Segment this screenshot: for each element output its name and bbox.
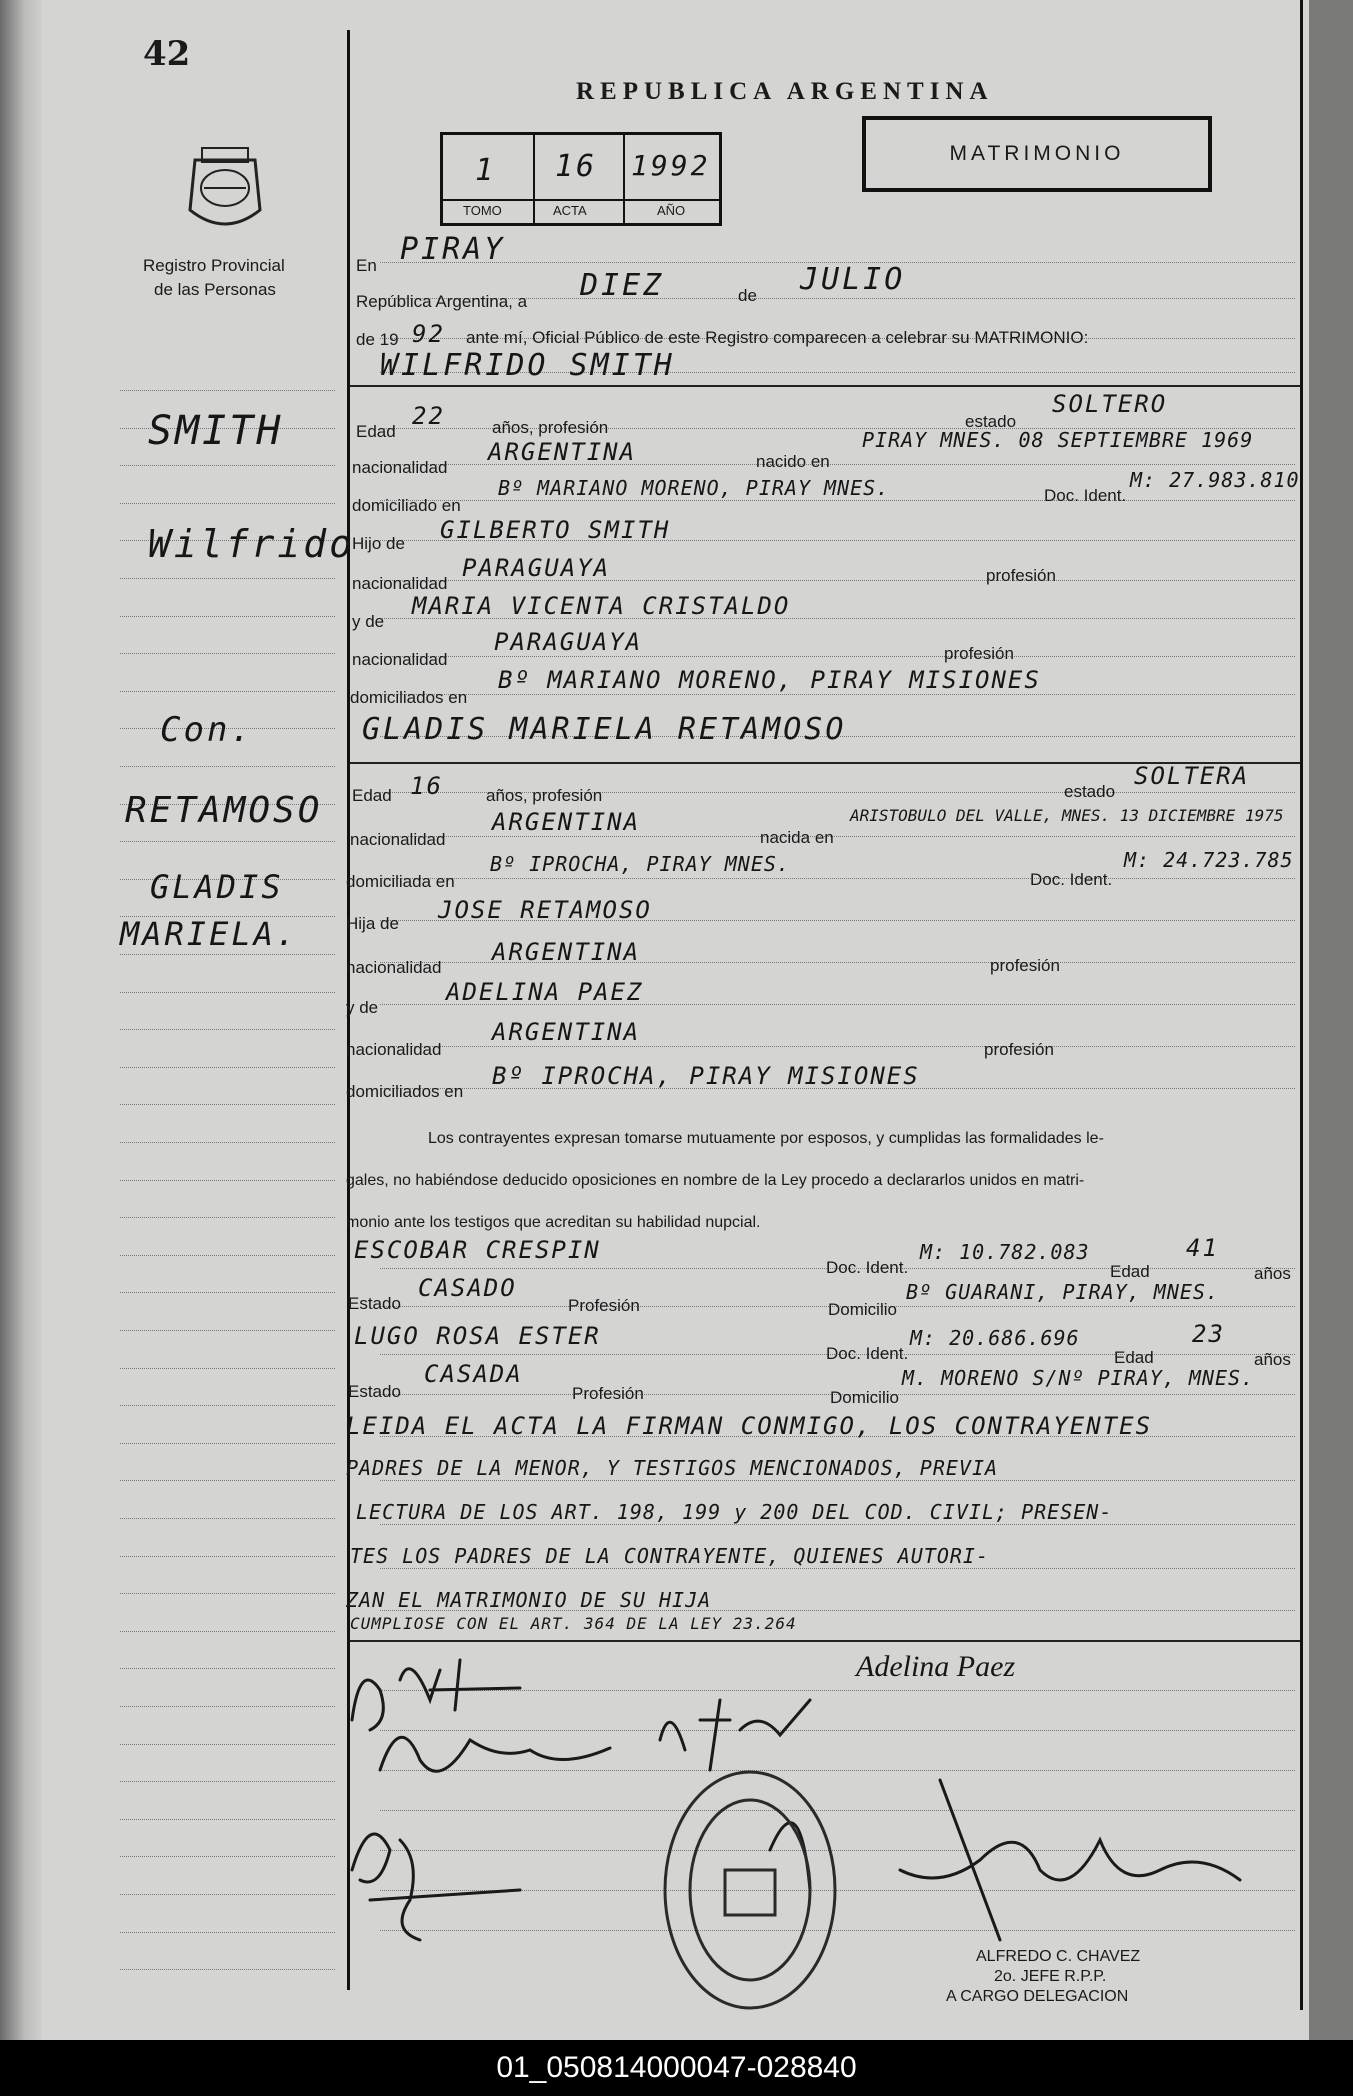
witness-age: 41 [1186,1234,1219,1262]
field-label: Profesión [568,1296,640,1315]
field-label: domiciliados en [350,688,468,707]
note-line: LEIDA EL ACTA LA FIRMAN CONMIGO, LOS CONTRAYENTES [346,1412,1153,1440]
margin-rule [120,1142,335,1143]
bride-address: Bº IPROCHA, PIRAY MNES. [490,852,790,876]
republica-label: República Argentina, a [356,292,528,311]
fill-rule [380,1046,1295,1047]
margin-rule [120,1969,335,1970]
bride-age: 16 [410,772,443,800]
witness-document: M: 20.686.696 [910,1326,1080,1350]
field-label: y de [352,612,385,631]
margin-rule [120,1255,335,1256]
field-label: profesión [990,956,1060,975]
field-label: Doc. Ident. [826,1258,909,1277]
fill-rule [380,1568,1295,1569]
field-label: Edad [356,422,396,441]
field-label: años [1254,1350,1291,1369]
witness-age: 23 [1192,1320,1225,1348]
tomo-label: TOMO [463,203,502,218]
witness-status: CASADO [418,1274,517,1302]
field-label: domiciliada en [346,872,455,891]
en-label: En [356,256,377,275]
fill-rule [380,656,1295,657]
groom-mother: MARIA VICENTA CRISTALDO [412,592,791,620]
field-label: Estado [348,1382,401,1401]
margin-rule [120,1631,335,1632]
margin-con: Con. [160,710,254,750]
note-line: CUMPLIOSE CON EL ART. 364 DE LA LEY 23.264 [350,1614,797,1633]
groom-father-nationality: PARAGUAYA [462,554,611,582]
witness-signature [352,1834,520,1940]
field-label: profesión [944,644,1014,663]
field-label: Profesión [572,1384,644,1403]
page-edge [1309,0,1353,2040]
field-label: años, profesión [486,786,603,805]
doc-type-box [862,116,1212,192]
field-label: nacionalidad [352,458,448,477]
witness-name: LUGO ROSA ESTER [354,1322,601,1350]
margin-rule [120,1894,335,1895]
field-label: Domicilio [828,1300,897,1319]
declaration-text: monio ante los testigos que acreditan su habilidad nupcial. [346,1214,761,1231]
registry-label: de las Personas [154,280,276,299]
field-label: nacido en [756,452,830,471]
witness-address: M. MORENO S/Nº PIRAY, MNES. [902,1366,1255,1390]
bride-full-name: GLADIS MARIELA RETAMOSO [362,712,847,747]
country-heading: REPUBLICA ARGENTINA [576,78,994,105]
fill-rule [380,500,1295,501]
registry-seal-icon [180,140,270,240]
month-value: JULIO [800,262,906,297]
margin-rule [120,1029,335,1030]
father-signature [660,1700,810,1770]
margin-rule [120,616,335,617]
field-label: Edad [352,786,392,805]
year-suffix: 92 [412,320,445,348]
margin-name-bride: MARIELA. [120,915,299,953]
margin-rule [120,1593,335,1594]
groom-address: Bº MARIANO MORENO, PIRAY MNES. [498,476,890,500]
bride-parents-address: Bº IPROCHA, PIRAY MISIONES [492,1062,920,1090]
margin-rule [120,1781,335,1782]
official-name: ALFREDO C. CHAVEZ [976,1948,1141,1965]
note-line: TES LOS PADRES DE LA CONTRAYENTE, QUIENES AUTORI- [350,1544,990,1568]
margin-rule [120,1292,335,1293]
field-label: Estado [348,1294,401,1313]
field-label: nacionalidad [352,574,448,593]
ano-label: AÑO [657,203,686,218]
groom-document: M: 27.983.810 [1130,468,1300,492]
field-label: años [1254,1264,1291,1283]
place-value: PIRAY [400,232,506,267]
field-label: nacionalidad [346,958,442,977]
field-label: años, profesión [492,418,609,437]
official-role: A CARGO DELEGACION [946,1988,1129,2005]
official-signature [900,1780,1240,1940]
statement-text: ante mí, Oficial Público de este Registro comparecen a celebrar su MATRIMONIO: [466,328,1089,347]
margin-rule [120,992,335,993]
witness-name: ESCOBAR CRESPIN [354,1236,601,1264]
field-label: Doc. Ident. [1030,870,1113,889]
ano-value: 1992 [631,149,711,182]
margin-rule [120,841,335,842]
day-value: DIEZ [580,268,665,303]
fill-rule [380,836,1295,837]
mother-signature: Adelina Paez [856,1650,1016,1683]
field-label: Doc. Ident. [1044,486,1127,505]
section-divider [350,385,1300,387]
witness-document: M: 10.782.083 [920,1240,1090,1264]
margin-rule [120,1518,335,1519]
margin-surname-groom: SMITH [148,408,284,454]
margin-rule [120,1556,335,1557]
signatures-area [340,1640,1300,2020]
margin-rule [120,954,335,955]
bride-document: M: 24.723.785 [1124,848,1294,872]
bride-mother: ADELINA PAEZ [446,978,644,1006]
declaration-text: gales, no habiéndose deducido oposiciones en nombre de la Ley procedo a declararlos unidos en matri- [346,1172,1085,1189]
groom-birthplace: PIRAY MNES. 08 SEPTIEMBRE 1969 [862,428,1254,452]
field-label: Domicilio [830,1388,899,1407]
bride-mother-nationality: ARGENTINA [492,1018,641,1046]
right-border [1300,0,1303,2010]
bride-birthplace: ARISTOBULO DEL VALLE, MNES. 13 DICIEMBRE 1975 [850,806,1284,825]
fill-rule [380,878,1295,879]
field-label: y de [346,998,379,1017]
witness-address: Bº GUARANI, PIRAY, MNES. [906,1280,1219,1304]
margin-rule [120,1368,335,1369]
margin-rule [120,1217,335,1218]
margin-rule [120,1443,335,1444]
margin-rule [120,1180,335,1181]
margin-rule [120,1480,335,1481]
fill-rule [380,694,1295,695]
margin-rule [120,1932,335,1933]
groom-mother-nationality: PARAGUAYA [494,628,643,656]
reference-box [440,132,722,226]
registry-label: Registro Provincial [143,256,285,275]
margin-rule [120,578,335,579]
field-label: nacida en [760,828,834,847]
page-number: 42 [143,34,191,74]
fill-rule [380,1524,1295,1525]
groom-father: GILBERTO SMITH [440,516,671,544]
margin-rule [120,1819,335,1820]
field-label: Doc. Ident. [826,1344,909,1363]
margin-rule [120,503,335,504]
margin-name-groom: Wilfrido [148,522,356,566]
field-label: profesión [984,1040,1054,1059]
margin-rule [120,390,335,391]
acta-label: ACTA [553,203,587,218]
groom-parents-address: Bº MARIANO MORENO, PIRAY MISIONES [498,666,1041,694]
margin-rule [120,691,335,692]
margin-rule [120,766,335,767]
tomo-value: 1 [475,153,497,188]
field-label: Hijo de [352,534,405,553]
year-prefix: de 19 [356,330,399,349]
field-label: Hija de [346,914,399,933]
margin-rule [120,465,335,466]
bride-father: JOSE RETAMOSO [438,896,652,924]
fill-rule [380,1480,1295,1481]
field-label: profesión [986,566,1056,585]
book-binding [0,0,42,2040]
de-label: de [738,286,757,305]
field-label: Edad [1110,1262,1150,1281]
margin-name-bride: GLADIS [150,868,284,906]
groom-signature [352,1660,520,1730]
doc-type-label: MATRIMONIO [949,142,1125,165]
witness-status: CASADA [424,1360,523,1388]
field-label: nacionalidad [346,1040,442,1059]
groom-full-name: WILFRIDO SMITH [380,348,675,383]
field-label: domiciliados en [346,1082,464,1101]
field-label: estado [1064,782,1116,801]
field-label: nacionalidad [352,650,448,669]
groom-nationality: ARGENTINA [488,438,637,466]
margin-rule [120,653,335,654]
field-label: Edad [1114,1348,1154,1367]
footer-code: 01_050814000047-028840 [0,2040,1353,2096]
margin-rule [120,1856,335,1857]
acta-value: 16 [555,149,598,184]
field-label: nacionalidad [350,830,446,849]
margin-rule [120,1668,335,1669]
margin-rule [120,1330,335,1331]
field-label: estado [965,412,1017,431]
margin-rule [120,1405,335,1406]
note-line: LECTURA DE LOS ART. 198, 199 y 200 DEL COD. CIVIL; PRESEN- [356,1500,1113,1524]
margin-surname-bride: RETAMOSO [125,790,323,831]
bride-nationality: ARGENTINA [492,808,641,836]
bride-signature [380,1737,610,1771]
declaration-text: Los contrayentes expresan tomarse mutuamente por esposos, y cumplidas las formalidades le- [428,1130,1104,1147]
field-label: domiciliado en [352,496,461,515]
groom-status: SOLTERO [1052,390,1168,418]
official-title: 2o. JEFE R.P.P. [994,1968,1107,1985]
note-line: ZAN EL MATRIMONIO DE SU HIJA [346,1588,712,1612]
groom-age: 22 [412,402,445,430]
margin-rule [120,1744,335,1745]
margin-rule [120,1104,335,1105]
note-line: PADRES DE LA MENOR, Y TESTIGOS MENCIONADOS, PREVIA [346,1456,999,1480]
bride-status: SOLTERA [1134,762,1250,790]
margin-rule [120,1706,335,1707]
bride-father-nationality: ARGENTINA [492,938,641,966]
margin-rule [120,1067,335,1068]
